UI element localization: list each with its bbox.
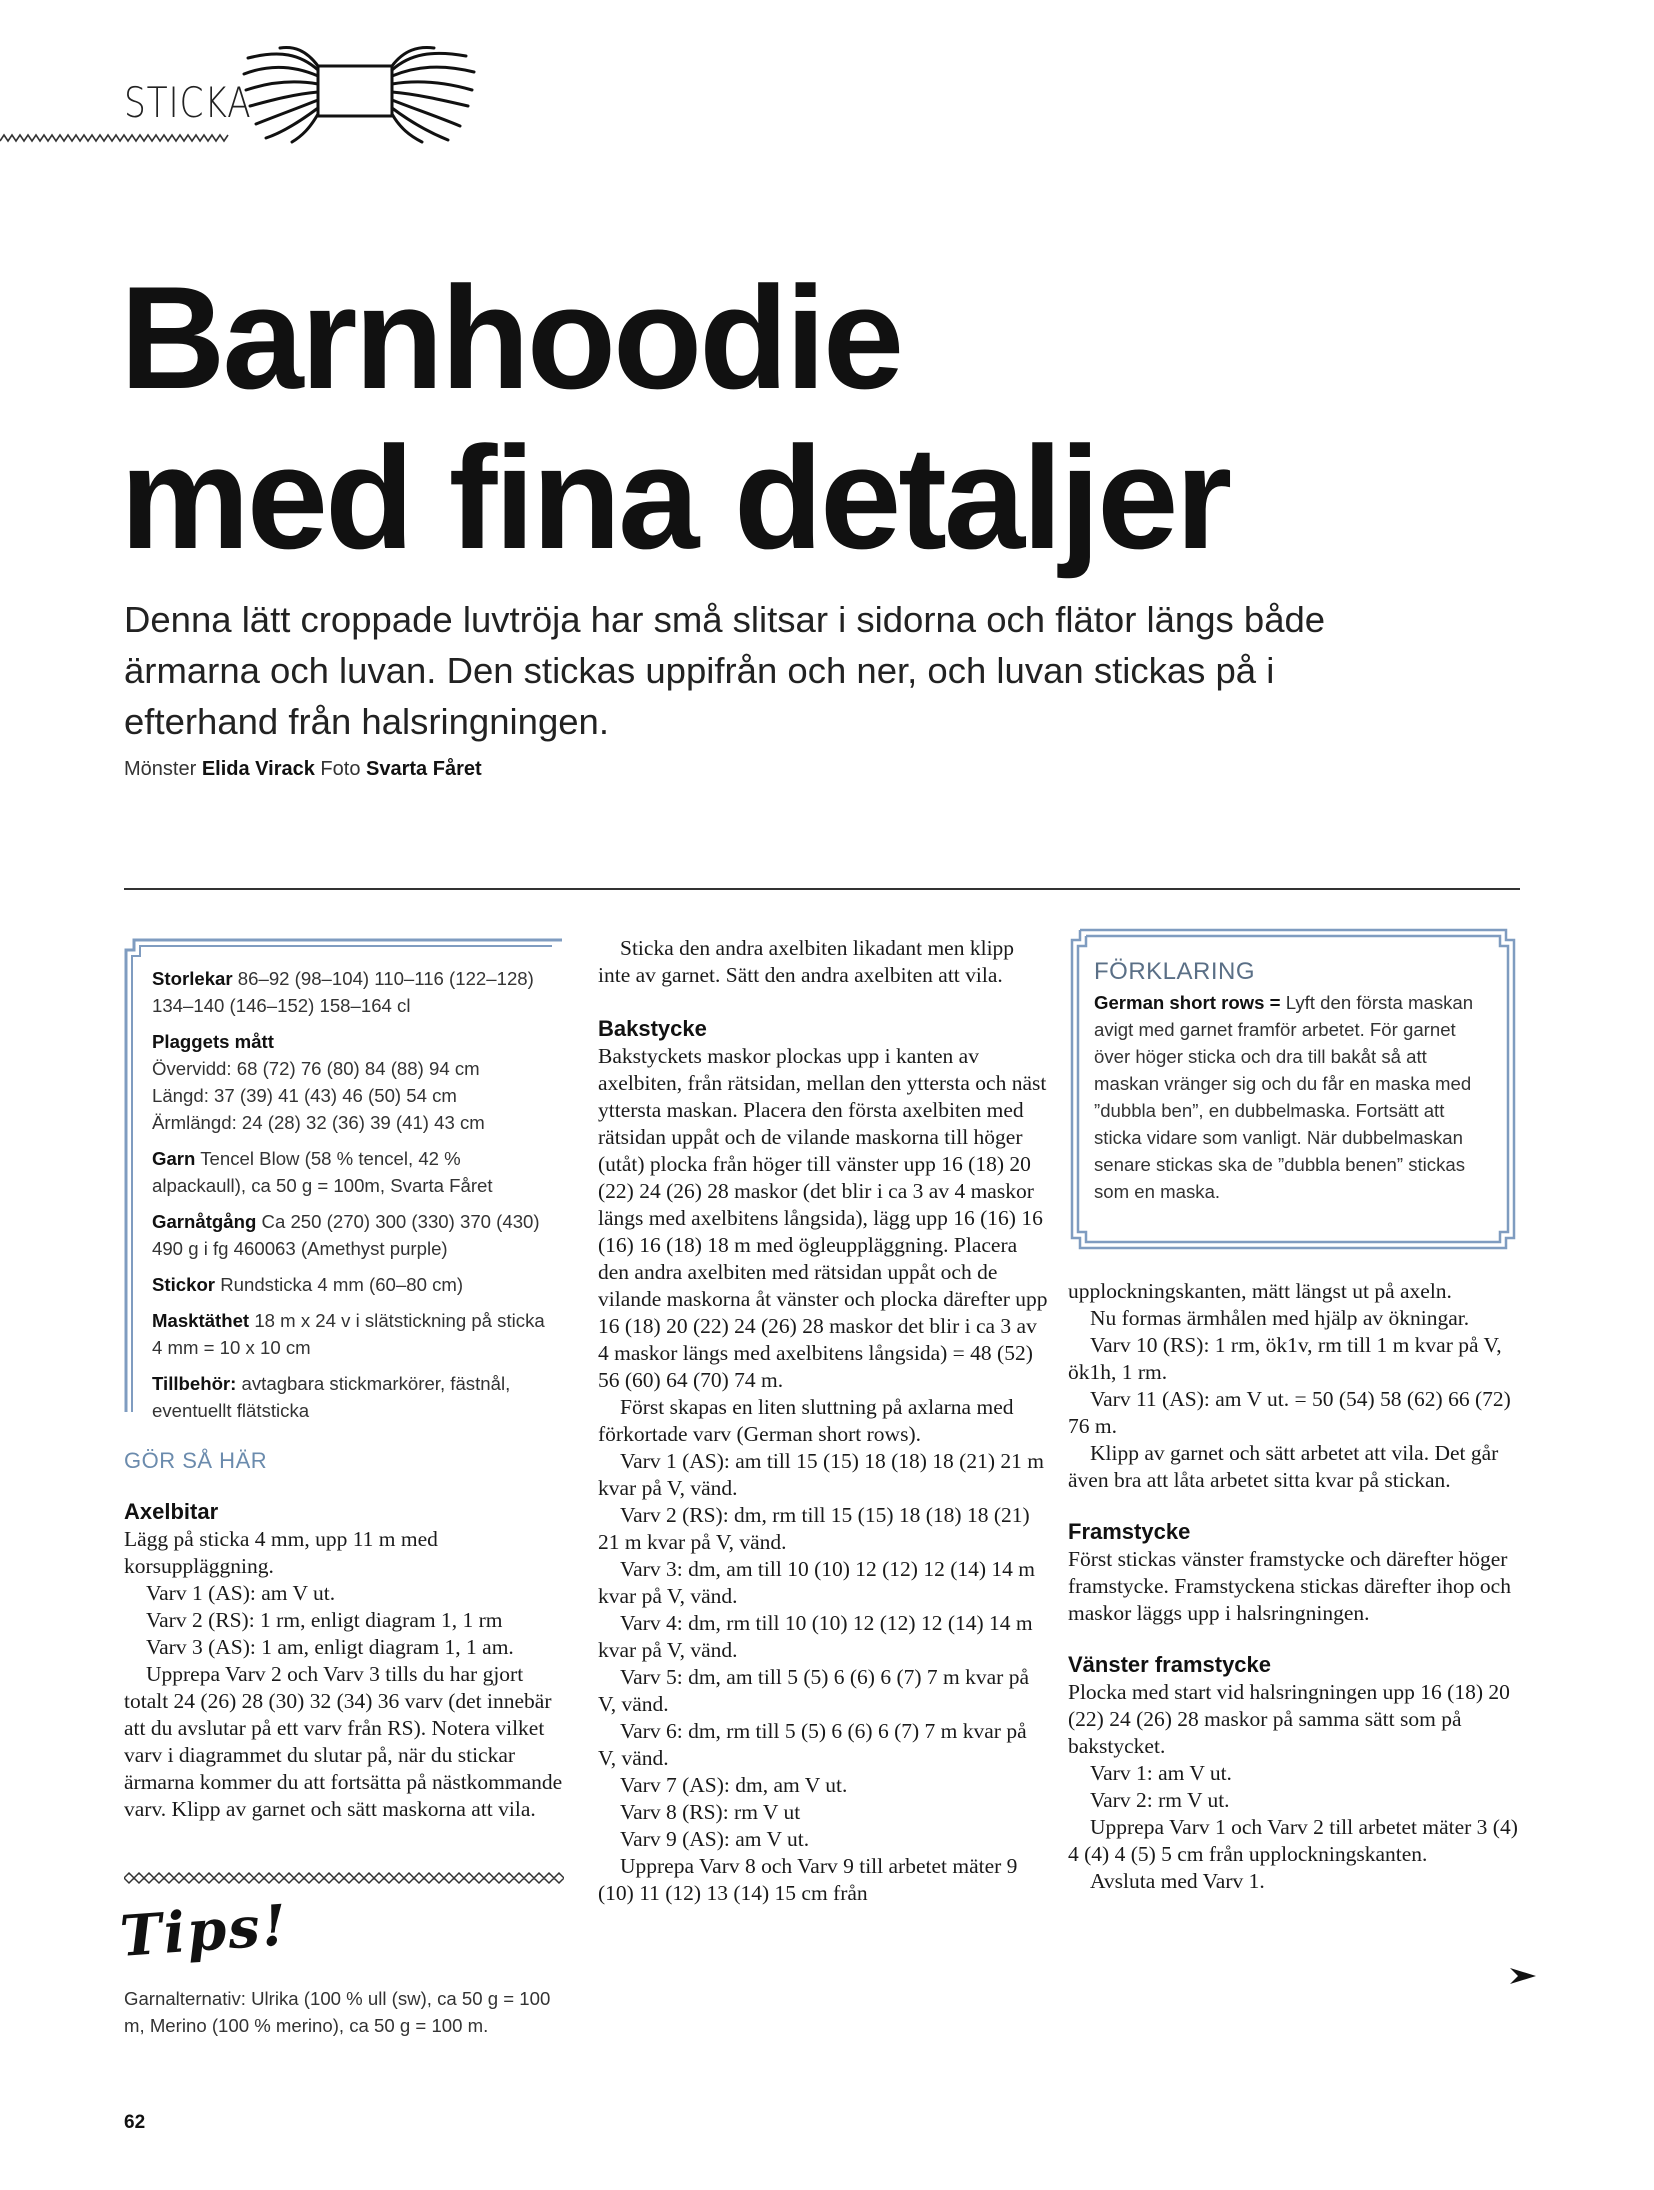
title-line-2: med fina detaljer xyxy=(120,416,1230,579)
explanation-heading: FÖRKLARING xyxy=(1094,958,1256,985)
column-1 xyxy=(124,1447,570,1823)
explanation-box xyxy=(1094,958,1494,1205)
needles-label: Stickor xyxy=(152,1274,216,1295)
section-heading-axelbitar: Axelbitar xyxy=(124,1499,219,1524)
accessories-value: avtagbara stickmarkörer, fästnål, eventuellt flätsticka xyxy=(152,1373,511,1421)
row-instruction: Varv 7 (AS): dm, am V ut. xyxy=(620,1773,848,1797)
paragraph: Först stickas vänster framstycke och därefter höger framstycke. Framstyckena stickas därefter ihop och maskor läggs upp i halsringningen. xyxy=(1068,1547,1511,1625)
page-title xyxy=(120,258,1229,578)
paragraph: upplockningskanten, mätt längst ut på axeln. xyxy=(1068,1279,1452,1303)
row-instruction: Varv 11 (AS): am V ut. = 50 (54) 58 (62) 66 (72) 76 m. xyxy=(1068,1387,1511,1438)
page-number: 62 xyxy=(124,2112,146,2133)
intro-text: Denna lätt croppade luvtröja har små slitsar i sidorna och flätor längs både ärmarna och luvan. Den stickas uppifrån och ner, och luvan stickas på i efterhand från halsringningen. xyxy=(124,599,1326,742)
tips-text: Garnalternativ: Ulrika (100 % ull (sw), ca 50 g = 100 m, Merino (100 % merino), ca 50 g = 100 m. xyxy=(124,1988,551,2036)
photo-credit: Svarta Fåret xyxy=(366,758,482,780)
continue-arrow-icon xyxy=(1510,1966,1536,1986)
zigzag-rule xyxy=(0,132,230,144)
paragraph: Bakstyckets maskor plockas upp i kanten av axelbiten, från rätsidan, mellan den yttersta och näst yttersta maskan. Placera den första axelbiten med rätsidan uppåt och de vilande maskorna till höger (utåt) plocka från höger till vänster upp 16 (18) 20 (22) 24 (26) 28 maskor (det blir i ca 3 av 4 maskor längs med axelbitens långsida), lägg upp 16 (16) 16 (16) 16 (18) 18 m med ögleuppläggning. Placera den andra axelbiten med rätsidan uppåt och de vilande maskorna åt vänster och plocka därefter upp 16 (18) 20 (22) 24 (26) 28 maskor det blir i ca 3 av 4 maskor längs med axelbitens långsida) = 48 (52) 56 (60) 64 (70) 74 m. xyxy=(598,1044,1048,1392)
gauge-label: Masktäthet xyxy=(152,1310,250,1331)
paragraph: Lägg på sticka 4 mm, upp 11 m med korsuppläggning. xyxy=(124,1527,438,1578)
row-instruction: Varv 2 (RS): 1 rm, enligt diagram 1, 1 rm xyxy=(146,1608,503,1632)
needles-value: Rundsticka 4 mm (60–80 cm) xyxy=(220,1274,464,1295)
row-instruction: Varv 3 (AS): 1 am, enligt diagram 1, 1 am. xyxy=(146,1635,514,1659)
row-instruction: Varv 2: rm V ut. xyxy=(1090,1788,1230,1812)
yarn-skein-icon xyxy=(240,44,480,144)
consumption-label: Garnåtgång xyxy=(152,1211,257,1232)
sizes-value: 86–92 (98–104) 110–116 (122–128) 134–140 (146–152) 158–164 cl xyxy=(152,968,534,1016)
column-3 xyxy=(1068,1278,1518,1895)
credits xyxy=(124,758,482,781)
photo-label: Foto xyxy=(320,758,361,780)
section-heading-bakstycke: Bakstycke xyxy=(598,1016,707,1041)
paragraph: Upprepa Varv 1 och Varv 2 till arbetet mäter 3 (4) 4 (4) 4 (5) 5 cm från upplockningskanten. xyxy=(1068,1815,1518,1866)
paragraph: Upprepa Varv 8 och Varv 9 till arbetet mäter 9 (10) 11 (12) 13 (14) 15 cm från xyxy=(598,1854,1018,1905)
row-instruction: Varv 1 (AS): am till 15 (15) 18 (18) 18 (21) 21 m kvar på V, vänd. xyxy=(598,1449,1044,1500)
row-instruction: Varv 1: am V ut. xyxy=(1090,1761,1232,1785)
paragraph: Nu formas ärmhålen med hjälp av ökningar. xyxy=(1090,1306,1470,1330)
explanation-text: Lyft den första maskan avigt med garnet framför arbetet. För garnet över höger sticka och dra till bakåt så att maskan vränger sig och du får en maska med ”dubbla ben”, en dubbelmaska. Fortsätt att sticka vidare som vanligt. När dubbelmaskan senare stickas ska de ”dubbla benen” stickas som en maska. xyxy=(1094,992,1474,1202)
consumption-value: Ca 250 (270) 300 (330) 370 (430) 490 g i fg 460063 (Amethyst purple) xyxy=(152,1211,540,1259)
explanation-term: German short rows = xyxy=(1094,992,1281,1013)
section-label: STICKA xyxy=(124,78,252,127)
section-heading-framstycke: Framstycke xyxy=(1068,1519,1191,1544)
row-instruction: Varv 3: dm, am till 10 (10) 12 (12) 12 (14) 14 m kvar på V, vänd. xyxy=(598,1557,1036,1608)
yarn-label: Garn xyxy=(152,1148,196,1169)
pattern-author: Elida Virack xyxy=(201,758,315,780)
column-2 xyxy=(598,935,1048,1907)
section-heading-vanster-framstycke: Vänster framstycke xyxy=(1068,1652,1272,1677)
accessories-label: Tillbehör: xyxy=(152,1373,237,1394)
divider xyxy=(124,888,1520,890)
how-to-heading: GÖR SÅ HÄR xyxy=(124,1448,268,1473)
row-instruction: Varv 10 (RS): 1 rm, ök1v, rm till 1 m kvar på V, ök1h, 1 rm. xyxy=(1068,1333,1502,1384)
paragraph: Först skapas en liten sluttning på axlarna med förkortade varv (German short rows). xyxy=(598,1395,1014,1446)
measure-label: Plaggets mått xyxy=(152,1031,274,1052)
row-instruction: Varv 6: dm, rm till 5 (5) 6 (6) 6 (7) 7 m kvar på V, vänd. xyxy=(598,1719,1027,1770)
row-instruction: Varv 9 (AS): am V ut. xyxy=(620,1827,810,1851)
width-measure: Övervidd: 68 (72) 76 (80) 84 (88) 94 cm xyxy=(152,1058,480,1079)
length-measure: Längd: 37 (39) 41 (43) 46 (50) 54 cm xyxy=(152,1085,457,1106)
row-instruction: Varv 8 (RS): rm V ut xyxy=(620,1800,801,1824)
paragraph: Plocka med start vid halsringningen upp 16 (18) 20 (22) 24 (26) 28 maskor på samma sätt som på bakstycket. xyxy=(1068,1680,1510,1758)
row-instruction: Varv 5: dm, am till 5 (5) 6 (6) 6 (7) 7 m kvar på V, vänd. xyxy=(598,1665,1030,1716)
pattern-label: Mönster xyxy=(124,758,197,780)
row-instruction: Avsluta med Varv 1. xyxy=(1090,1869,1265,1893)
row-instruction: Varv 1 (AS): am V ut. xyxy=(146,1581,336,1605)
row-instruction: Varv 2 (RS): dm, rm till 15 (15) 18 (18) 18 (21) 21 m kvar på V, vänd. xyxy=(598,1503,1030,1554)
info-box xyxy=(152,965,552,1433)
sleeve-measure: Ärmlängd: 24 (28) 32 (36) 39 (41) 43 cm xyxy=(152,1112,485,1133)
sizes-label: Storlekar xyxy=(152,968,233,989)
tips-heading: Tips! xyxy=(117,1892,291,1970)
paragraph: Sticka den andra axelbiten likadant men klipp inte av garnet. Sätt den andra axelbiten att vila. xyxy=(598,936,1015,987)
paragraph: Upprepa Varv 2 och Varv 3 tills du har gjort totalt 24 (26) 28 (30) 32 (34) 36 varv (det innebär att du avslutar på ett varv från RS). Notera vilket varv i diagrammet du slutar på, när du stickar ärmarna kommer du att fortsätta på nästkommande varv. Klipp av garnet och sätt maskorna att vila. xyxy=(124,1662,563,1821)
paragraph: Klipp av garnet och sätt arbetet att vila. Det går även bra att låta arbetet sitta kvar på stickan. xyxy=(1068,1441,1499,1492)
yarn-value: Tencel Blow (58 % tencel, 42 % alpackaull), ca 50 g = 100m, Svarta Fåret xyxy=(152,1148,493,1196)
diamond-divider xyxy=(124,1871,564,1885)
gauge-value: 18 m x 24 v i slätstickning på sticka 4 mm = 10 x 10 cm xyxy=(152,1310,545,1358)
row-instruction: Varv 4: dm, rm till 10 (10) 12 (12) 12 (14) 14 m kvar på V, vänd. xyxy=(598,1611,1033,1662)
title-line-1: Barnhoodie xyxy=(120,256,902,419)
